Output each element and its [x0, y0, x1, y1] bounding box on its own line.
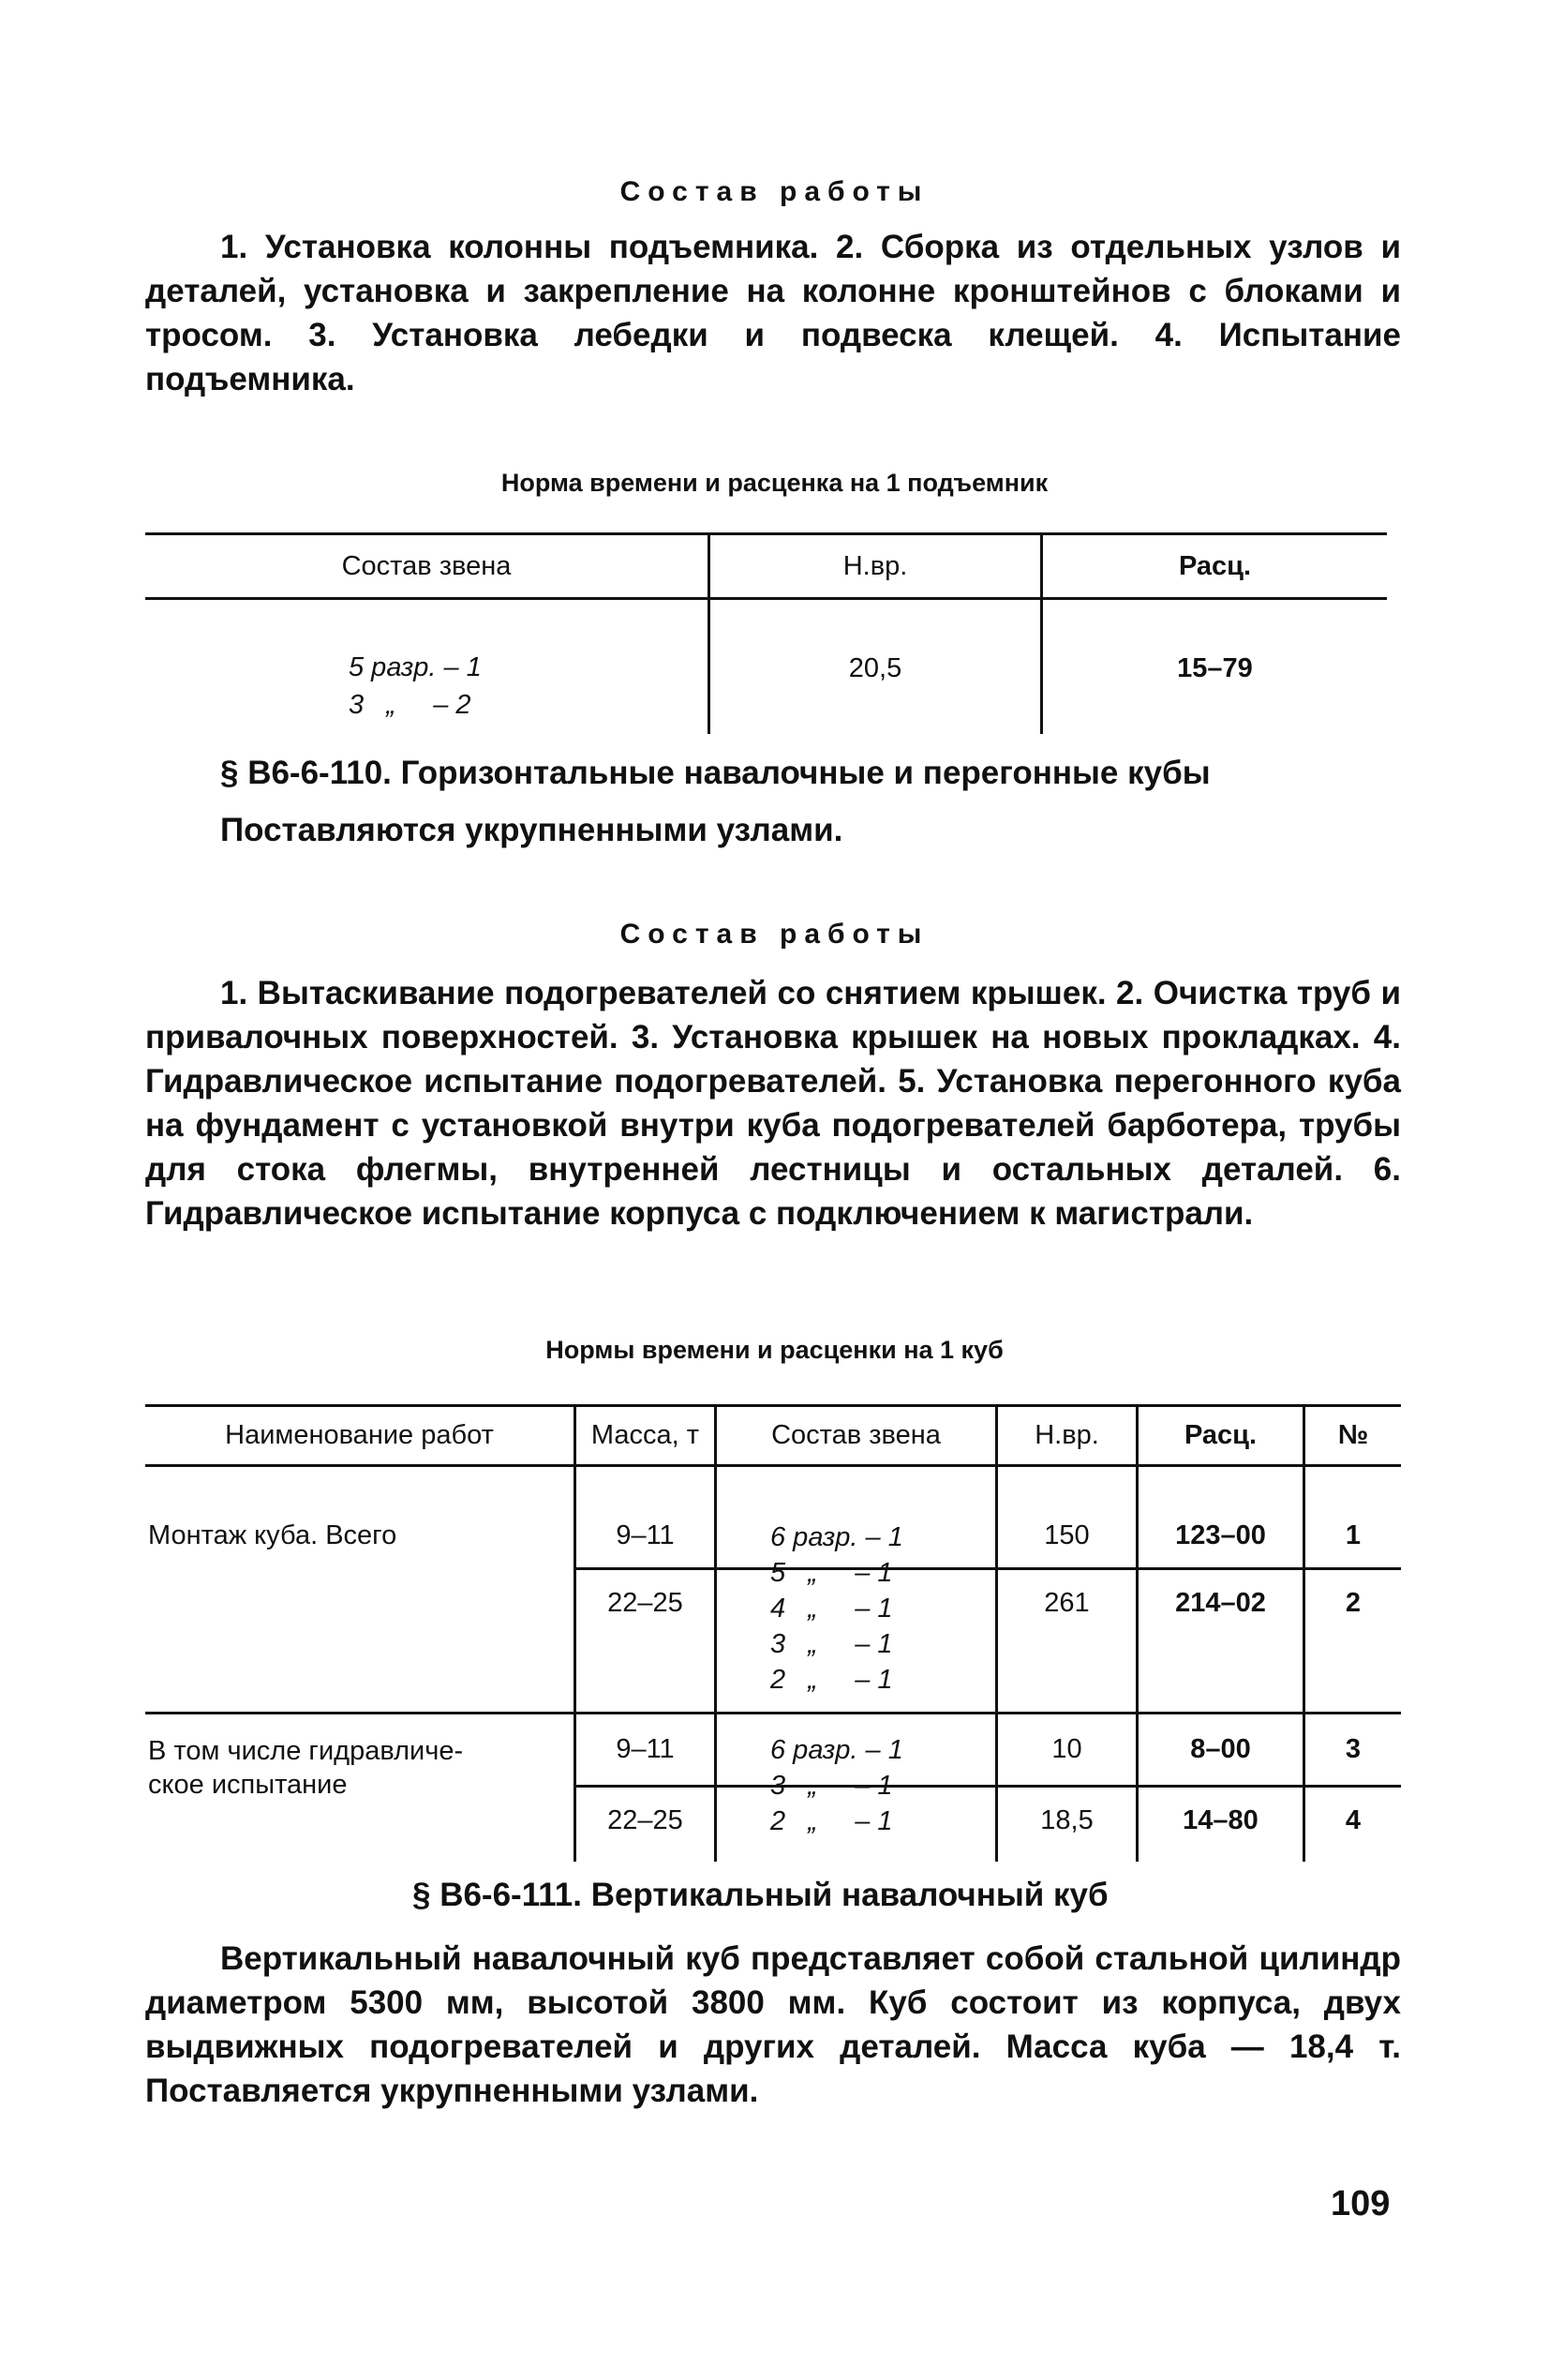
table1-rate: 15–79	[1177, 653, 1253, 683]
table2-rate: 8–00	[1190, 1734, 1251, 1764]
table2-mass: 22–25	[607, 1805, 683, 1835]
table2-norm-time: 150	[1044, 1520, 1090, 1550]
table1-header-rate: Расц.	[1178, 551, 1252, 581]
table2-crew-line: 6 разр. – 1	[770, 1522, 903, 1552]
table2-rate: 123–00	[1175, 1520, 1266, 1550]
table2-header-work-name: Наименование работ	[225, 1420, 494, 1450]
table-caption-1: Норма времени и расценка на 1 подъемник	[500, 469, 1049, 497]
table1-norm-time: 20,5	[848, 653, 902, 683]
table2-header-norm-time: Н.вр.	[1035, 1420, 1099, 1450]
section-3-text: Вертикальный навалочный куб представляет собой стальной цилиндр диаметром 5300 мм, высотой 3800 мм. Куб состоит из корпуса, двух выдвижных подогревателей и других деталей. Масса куба — 18,4 т. Поставляется укрупненными узлами.	[145, 1940, 1401, 2109]
table2-work-name	[148, 1734, 570, 1802]
table2-number: 3	[1345, 1734, 1362, 1764]
table2-header-mass: Масса, т	[590, 1420, 700, 1450]
table2-norm-time: 18,5	[1040, 1805, 1094, 1835]
table2-mass: 22–25	[607, 1588, 683, 1618]
table2-crew-line: 6 разр. – 1	[770, 1735, 903, 1765]
work-composition-text-1: 1. Установка колонны подъемника. 2. Сборка из отдельных узлов и деталей, установка и закрепление на колонне кронштейнов с блоками и тросом. 3. Установка лебедки и подвеска клещей. 4. Испытание подъемника.	[145, 229, 1401, 397]
table2-crew-line: 5 „ – 1	[770, 1558, 893, 1588]
table1-header-crew: Состав звена	[341, 551, 512, 581]
table2-norm-time: 10	[1051, 1734, 1082, 1764]
table2-crew-line: 3 „ – 1	[770, 1629, 893, 1659]
work-composition-text-2: 1. Вытаскивание подогревателей со снятием крышек. 2. Очистка труб и привалочных поверхностей. 3. Установка крышек на новых прокладках. 4. Гидравлическое испытание подогревателей. 5. Установка перегонного куба на фундамент с установкой внутри куба подогревателей барботера, трубы для стока флегмы, внутренней лестницы и остальных деталей. 6. Гидравлическое испытание корпуса с подключением к магистрали.	[145, 975, 1401, 1232]
table2-mass: 9–11	[616, 1520, 675, 1550]
page-number: 109	[1331, 2184, 1391, 2223]
table-caption-2: Нормы времени и расценки на 1 куб	[545, 1336, 1004, 1364]
table2-header-rate: Расц.	[1184, 1420, 1258, 1450]
table2-crew-line: 2 „ – 1	[770, 1665, 893, 1695]
table2-mass: 9–11	[616, 1734, 675, 1764]
table2-number: 2	[1345, 1588, 1362, 1618]
table2-crew-line: 3 „ – 1	[770, 1771, 893, 1801]
section-title-b6-6-110: § В6-6-110. Горизонтальные навалочные и перегонные кубы	[220, 755, 1211, 791]
table2-crew-line: 4 „ – 1	[770, 1594, 893, 1624]
table1-crew-line: 5 разр. – 1	[349, 652, 482, 682]
supply-note-1: Поставляются укрупненными узлами.	[220, 812, 843, 848]
table1-crew-line: 3 „ – 2	[349, 690, 471, 720]
table2-work-name: Монтаж куба. Всего	[148, 1520, 397, 1550]
work-composition-heading-1: Состав работы	[619, 176, 930, 207]
work-composition-heading-2: Состав работы	[619, 919, 930, 950]
table2-crew-line: 2 „ – 1	[770, 1806, 893, 1836]
table2-rate: 214–02	[1175, 1588, 1266, 1618]
table2-work-name-line: В том числе гидравличе-	[148, 1736, 464, 1766]
table2-number: 1	[1345, 1520, 1362, 1550]
table2-norm-time: 261	[1044, 1588, 1090, 1618]
table1-header-norm-time: Н.вр.	[842, 551, 908, 581]
table2-header-number: №	[1337, 1420, 1369, 1450]
table2-work-name-line: ское испытание	[148, 1770, 348, 1800]
table2-rate: 14–80	[1183, 1805, 1259, 1835]
table2-number: 4	[1345, 1805, 1362, 1835]
table2-header-crew: Состав звена	[771, 1420, 941, 1450]
section-title-b6-6-111: § В6-6-111. Вертикальный навалочный куб	[412, 1877, 1109, 1913]
